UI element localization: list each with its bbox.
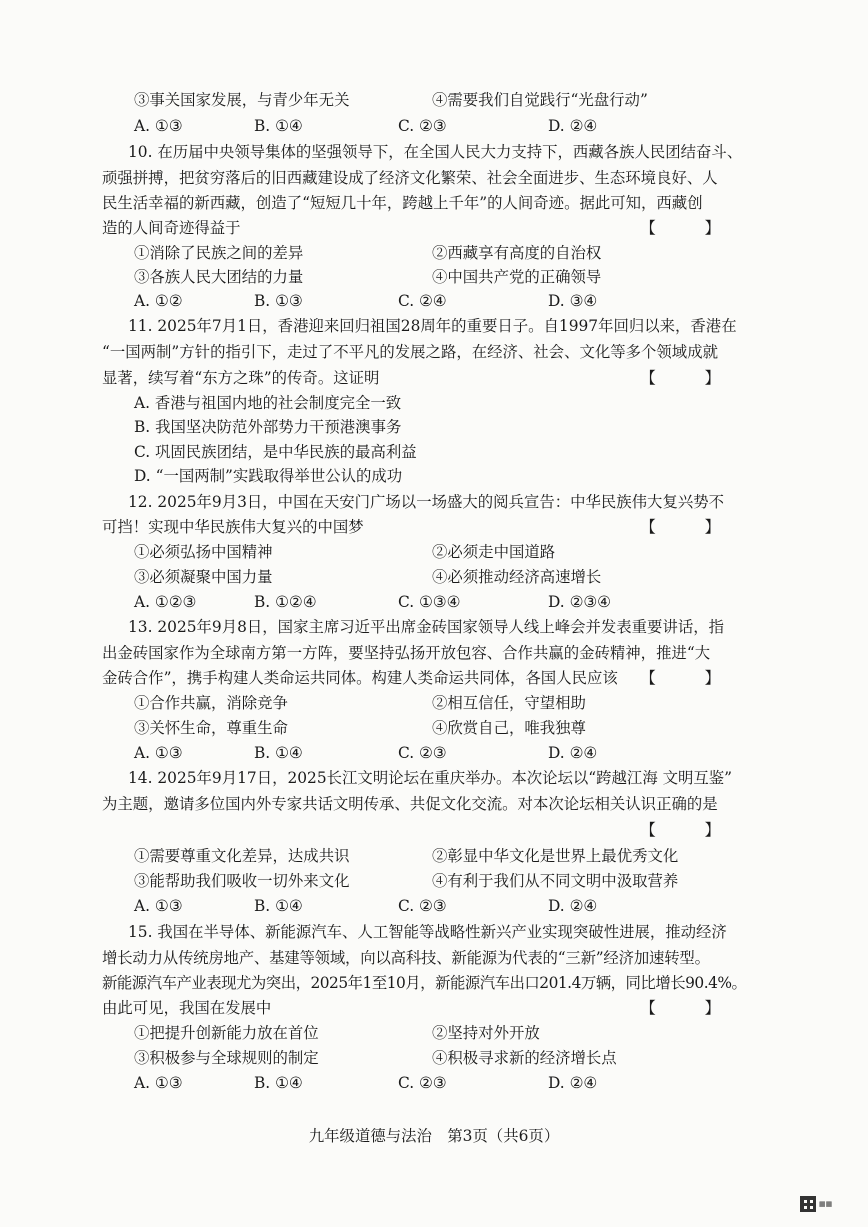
q14-stem-line-2: 为主题，邀请多位国内外专家共话文明传承、共促文化交流。对本次论坛相关认识正确的是	[102, 795, 718, 813]
q15-stem-line-2: 增长动力从传统房地产、基建等领域，向以高科技、新能源为代表的“三新”经济加速转型。	[102, 949, 710, 967]
q15-choices	[134, 1071, 774, 1095]
q11-answer-bracket[interactable]: 【 】	[640, 369, 742, 387]
q14-choice-a[interactable]: A. ①③	[134, 897, 183, 915]
scanner-watermark	[800, 1196, 856, 1212]
q9-option-3: ③事关国家发展，与青少年无关	[134, 91, 350, 109]
q13-option-1: ①合作共赢，消除竞争	[134, 694, 288, 712]
q14-bracket-line	[102, 818, 742, 842]
q12-option-3: ③必须凝聚中国力量	[134, 568, 273, 586]
q12-choices	[134, 590, 774, 614]
q15-choice-c[interactable]: C. ②③	[398, 1074, 447, 1092]
q13-option-2: ②相互信任，守望相助	[432, 694, 586, 712]
q9-choice-d[interactable]: D. ②④	[548, 117, 598, 135]
q10-stem-line-2: 顽强拼搏，把贫穷落后的旧西藏建设成了经济文化繁荣、社会全面进步、生态环境良好、人	[102, 169, 718, 187]
q13-stem-end: 金砖合作”，携手构建人类命运共同体。构建人类命运共同体，各国人民应该	[102, 669, 618, 687]
q11-stem-end: 显著，续写着“东方之珠”的传奇。这证明	[102, 369, 380, 387]
q12-option-4: ④必须推动经济高速增长	[432, 568, 602, 586]
q10-options-row-1	[134, 241, 774, 265]
q14-stem-line-1: 14. 2025年9月17日，2025长江文明论坛在重庆举办。本次论坛以“跨越江海 文明互鉴”	[128, 769, 733, 787]
q13-option-3: ③关怀生命，尊重生命	[134, 719, 288, 737]
q15-stem-line-3: 新能源汽车产业表现尤为突出，2025年1至10月，新能源汽车出口201.4万辆，同比增长90.4%。	[102, 974, 747, 992]
q15-options-row-2	[134, 1046, 774, 1070]
q11-stem-line-1: 11. 2025年7月1日，香港迎来回归祖国28周年的重要日子。自1997年回归以来，香港在	[128, 317, 737, 335]
q11-stem-line-2: “一国两制”方针的指引下，走过了不平凡的发展之路，在经济、社会、文化等多个领域成就	[102, 343, 718, 361]
q9-choice-c[interactable]: C. ②③	[398, 117, 447, 135]
q14-option-2: ②彰显中华文化是世界上最优秀文化	[432, 847, 679, 865]
q10-choice-a[interactable]: A. ①②	[134, 292, 183, 310]
q10-stem-line-4	[102, 216, 742, 240]
q13-choice-a[interactable]: A. ①③	[134, 744, 183, 762]
q11-option-a[interactable]: A. 香港与祖国内地的社会制度完全一致	[134, 394, 402, 412]
q14-options-row-2	[134, 869, 774, 893]
q12-choice-b[interactable]: B. ①②④	[254, 593, 317, 611]
q14-choice-b[interactable]: B. ①④	[254, 897, 303, 915]
q9-choice-a[interactable]: A. ①③	[134, 117, 183, 135]
q12-choice-c[interactable]: C. ①③④	[398, 593, 461, 611]
q10-stem-line-1: 10. 在历届中央领导集体的坚强领导下，在全国人民大力支持下，西藏各族人民团结奋斗、	[128, 143, 743, 161]
q10-option-4: ④中国共产党的正确领导	[432, 268, 602, 286]
q13-answer-bracket[interactable]: 【 】	[640, 669, 742, 687]
q9-choices	[134, 114, 774, 138]
q15-option-4: ④积极寻求新的经济增长点	[432, 1049, 617, 1067]
q14-answer-bracket[interactable]: 【 】	[640, 821, 742, 839]
q15-stem-line-4	[102, 996, 742, 1020]
q10-choice-c[interactable]: C. ②④	[398, 292, 447, 310]
q15-stem-line-1: 15. 我国在半导体、新能源汽车、人工智能等战略性新兴产业实现突破性进展，推动经济	[128, 923, 727, 941]
q10-option-3: ③各族人民大团结的力量	[134, 268, 304, 286]
q15-stem-end: 由此可见，我国在发展中	[102, 999, 272, 1017]
q15-option-2: ②坚持对外开放	[432, 1024, 540, 1042]
q10-choice-b[interactable]: B. ①③	[254, 292, 303, 310]
q10-answer-bracket[interactable]: 【 】	[640, 219, 742, 237]
q14-option-3: ③能帮助我们吸收一切外来文化	[134, 872, 350, 890]
q14-options-row-1	[134, 844, 774, 868]
q15-choice-a[interactable]: A. ①③	[134, 1074, 183, 1092]
q12-option-1: ①必须弘扬中国精神	[134, 543, 273, 561]
q12-answer-bracket[interactable]: 【 】	[640, 518, 742, 536]
q11-stem-line-3	[102, 366, 742, 390]
q12-options-row-1	[134, 540, 774, 564]
q10-stem-line-3: 民生活幸福的新西藏，创造了“短短几十年，跨越上千年”的人间奇迹。据此可知，西藏创	[102, 194, 703, 212]
q10-option-1: ①消除了民族之间的差异	[134, 244, 304, 262]
q12-stem-line-2	[102, 515, 742, 539]
q10-option-2: ②西藏享有高度的自治权	[432, 244, 602, 262]
q13-stem-line-3	[102, 666, 742, 690]
q12-choice-d[interactable]: D. ②③④	[548, 593, 611, 611]
q14-option-1: ①需要尊重文化差异，达成共识	[134, 847, 350, 865]
q11-option-c[interactable]: C. 巩固民族团结，是中华民族的最高利益	[134, 443, 417, 461]
q12-choice-a[interactable]: A. ①②③	[134, 593, 197, 611]
q10-choice-d[interactable]: D. ③④	[548, 292, 598, 310]
q15-choice-d[interactable]: D. ②④	[548, 1074, 598, 1092]
q13-choice-b[interactable]: B. ①④	[254, 744, 303, 762]
q13-choices	[134, 741, 774, 765]
q12-options-row-2	[134, 565, 774, 589]
q13-options-row-1	[134, 691, 774, 715]
q15-option-3: ③积极参与全球规则的制定	[134, 1049, 319, 1067]
q15-option-1: ①把提升创新能力放在首位	[134, 1024, 319, 1042]
qr-code-icon	[800, 1196, 816, 1212]
q9-option-4: ④需要我们自觉践行“光盘行动”	[432, 91, 648, 109]
q13-choice-d[interactable]: D. ②④	[548, 744, 598, 762]
q10-options-row-2	[134, 265, 774, 289]
q14-choice-d[interactable]: D. ②④	[548, 897, 598, 915]
q9-options-row-2	[134, 88, 774, 112]
q11-option-b[interactable]: B. 我国坚决防范外部势力干预港澳事务	[134, 418, 402, 436]
q14-choice-c[interactable]: C. ②③	[398, 897, 447, 915]
watermark-mark-icon: ▦▦	[819, 1200, 833, 1208]
q12-stem-line-1: 12. 2025年9月3日，中国在天安门广场以一场盛大的阅兵宣告：中华民族伟大复兴势不	[128, 493, 725, 511]
q13-choice-c[interactable]: C. ②③	[398, 744, 447, 762]
q12-option-2: ②必须走中国道路	[432, 543, 556, 561]
q14-choices	[134, 894, 774, 918]
q12-stem-end: 可挡！实现中华民族伟大复兴的中国梦	[102, 518, 364, 536]
q10-choices	[134, 289, 774, 313]
q11-option-d[interactable]: D. “一国两制”实践取得举世公认的成功	[134, 467, 403, 485]
q13-stem-line-2: 出金砖国家作为全球南方第一方阵，要坚持弘扬开放包容、合作共赢的金砖精神，推进“大	[102, 644, 711, 662]
q10-stem-end: 造的人间奇迹得益于	[102, 219, 241, 237]
q13-options-row-2	[134, 716, 774, 740]
page-footer: 九年级道德与法治 第3页（共6页）	[308, 1127, 560, 1145]
q15-options-row-1	[134, 1021, 774, 1045]
q13-option-4: ④欣赏自己，唯我独尊	[432, 719, 586, 737]
q14-option-4: ④有利于我们从不同文明中汲取营养	[432, 872, 679, 890]
q9-choice-b[interactable]: B. ①④	[254, 117, 303, 135]
q13-stem-line-1: 13. 2025年9月8日，国家主席习近平出席金砖国家领导人线上峰会并发表重要讲话，指	[128, 618, 725, 636]
q15-answer-bracket[interactable]: 【 】	[640, 999, 742, 1017]
q15-choice-b[interactable]: B. ①④	[254, 1074, 303, 1092]
